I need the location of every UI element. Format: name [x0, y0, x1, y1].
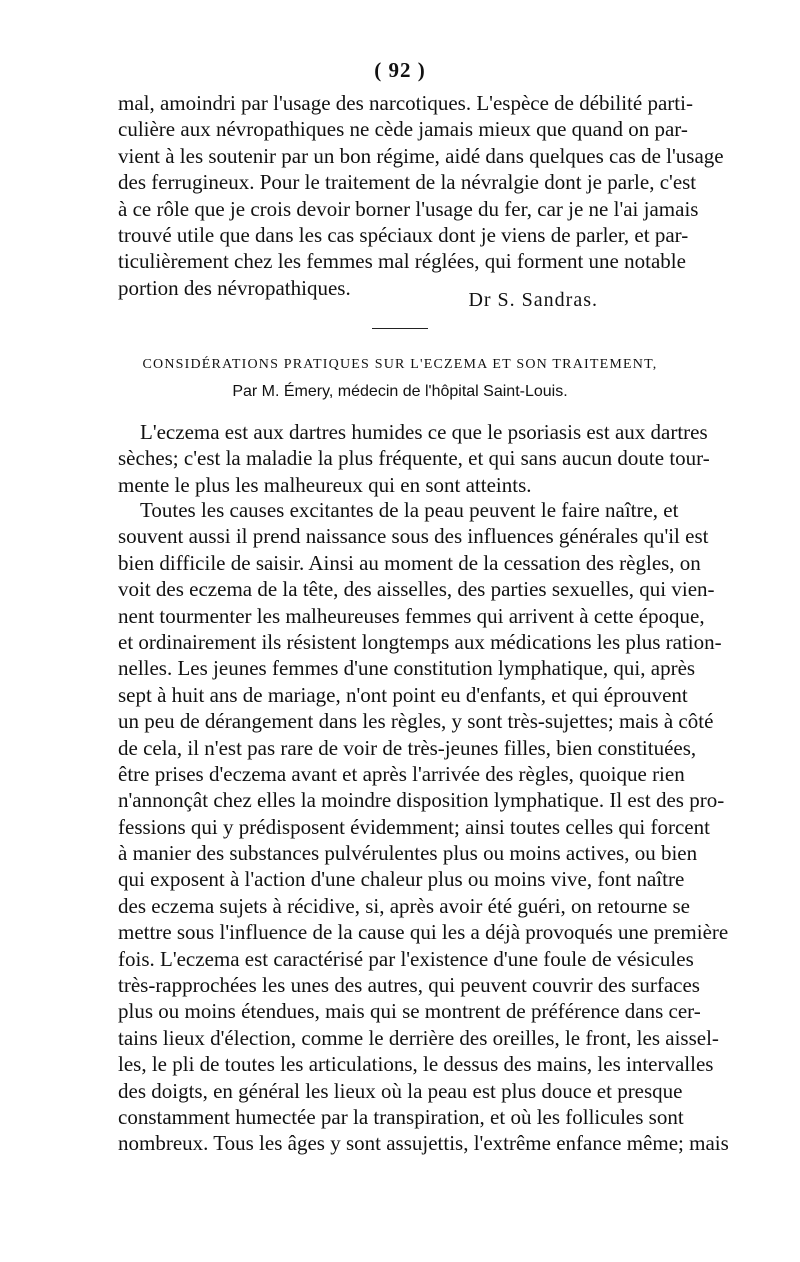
text-line: très-rapprochées les unes des autres, qui peuvent couvrir des surfaces: [118, 973, 700, 998]
article-paragraph-2: [118, 497, 729, 1157]
text-line: mente le plus les malheureux qui en sont atteints.: [118, 472, 532, 497]
article-byline: Par M. Émery, médecin de l'hôpital Saint-Louis.: [232, 383, 568, 400]
text-line: portion des névropathiques.: [118, 275, 351, 300]
text-line: fessions qui y prédisposent évidemment; ainsi toutes celles qui forcent: [118, 814, 710, 839]
text-line: des doigts, en général les lieux où la peau est plus douce et presque: [118, 1078, 683, 1103]
text-line: à ce rôle que je crois devoir borner l'usage du fer, car je ne l'ai jamais: [118, 196, 699, 221]
page-number: ( 92 ): [374, 58, 426, 82]
text-line: voit des eczema de la tête, des aisselles, des parties sexuelles, qui vien-: [118, 577, 715, 602]
text-line: et ordinairement ils résistent longtemps aux médications les plus ration-: [118, 629, 722, 654]
text-line: trouvé utile que dans les cas spéciaux dont je viens de parler, et par-: [118, 222, 689, 247]
closing-paragraph: [118, 90, 724, 301]
text-line: sept à huit ans de mariage, n'ont point eu d'enfants, et qui éprouvent: [118, 682, 688, 707]
article-paragraph-1: [118, 419, 710, 498]
text-line: mettre sous l'influence de la cause qui les a déjà provoqués une première: [118, 920, 729, 945]
article-title: CONSIDÉRATIONS PRATIQUES SUR L'ECZEMA ET SON TRAITEMENT,: [142, 357, 658, 372]
text-line: Toutes les causes excitantes de la peau peuvent le faire naître, et: [140, 498, 679, 522]
text-line: L'eczema est aux dartres humides ce que le psoriasis est aux dartres: [140, 420, 708, 444]
text-line: mal, amoindri par l'usage des narcotiques. L'espèce de débilité parti-: [118, 91, 693, 115]
text-line: un peu de dérangement dans les règles, y sont très-sujettes; mais à côté: [118, 709, 714, 734]
author-signature: Dr S. Sandras.: [468, 289, 598, 311]
text-line: n'annonçât chez elles la moindre disposition lymphatique. Il est des pro-: [118, 788, 725, 813]
text-line: de cela, il n'est pas rare de voir de très-jeunes filles, bien constituées,: [118, 735, 697, 760]
text-line: plus ou moins étendues, mais qui se montrent de préférence dans cer-: [118, 999, 701, 1024]
text-line: à manier des substances pulvérulentes plus ou moins actives, ou bien: [118, 841, 698, 866]
text-line: sèches; c'est la maladie la plus fréquente, et qui sans aucun doute tour-: [118, 446, 710, 471]
text-line: qui exposent à l'action d'une chaleur plus ou moins vive, font naître: [118, 867, 685, 892]
text-line: nent tourmenter les malheureuses femmes qui arrivent à cette époque,: [118, 603, 705, 628]
text-line: vient à les soutenir par un bon régime, aidé dans quelques cas de l'usage: [118, 143, 724, 168]
text-line: des ferrugineux. Pour le traitement de la névralgie dont je parle, c'est: [118, 170, 697, 195]
text-line: être prises d'eczema avant et après l'arrivée des règles, quoique rien: [118, 761, 685, 786]
text-line: culière aux névropathiques ne cède jamais mieux que quand on par-: [118, 117, 688, 142]
text-line: ticulièrement chez les femmes mal réglées, qui forment une notable: [118, 249, 686, 274]
text-line: nombreux. Tous les âges y sont assujettis, l'extrême enfance même; mais: [118, 1131, 729, 1156]
text-line: les, le pli de toutes les articulations, le dessus des mains, les intervalles: [118, 1052, 714, 1077]
text-line: des eczema sujets à récidive, si, après avoir été guéri, on retourne se: [118, 893, 691, 918]
text-line: constamment humectée par la transpiration, et où les follicules sont: [118, 1104, 684, 1129]
section-divider: [372, 328, 428, 329]
text-line: tains lieux d'élection, comme le derrière des oreilles, le front, les aissel-: [118, 1025, 719, 1050]
text-line: fois. L'eczema est caractérisé par l'existence d'une foule de vésicules: [118, 946, 694, 971]
text-line: nelles. Les jeunes femmes d'une constitution lymphatique, qui, après: [118, 656, 696, 681]
text-line: souvent aussi il prend naissance sous des influences générales qu'il est: [118, 524, 709, 549]
text-line: bien difficile de saisir. Ainsi au moment de la cessation des règles, on: [118, 550, 701, 575]
